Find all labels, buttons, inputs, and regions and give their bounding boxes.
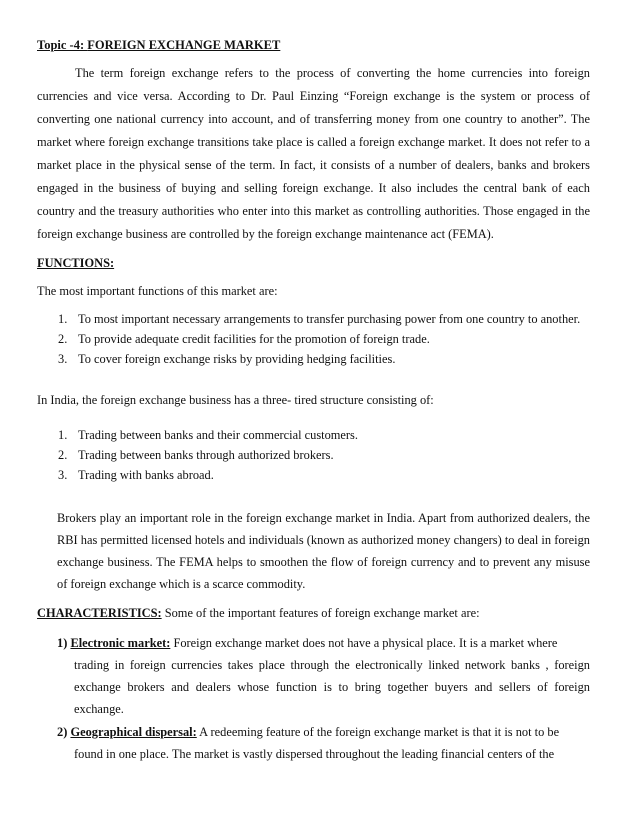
list-item xyxy=(38,329,580,349)
feature-first-line xyxy=(57,632,590,654)
list-item xyxy=(38,349,580,369)
feature-electronic-market xyxy=(57,632,590,720)
list-item xyxy=(38,445,358,465)
feature-name: Electronic market: xyxy=(70,636,171,650)
feature-number: 1) xyxy=(57,636,68,650)
list-text: Trading between banks and their commercial customers. xyxy=(78,428,358,442)
functions-heading: FUNCTIONS: xyxy=(37,256,115,270)
feature-name: Geographical dispersal: xyxy=(70,725,197,739)
functions-list xyxy=(38,309,580,369)
list-text: To cover foreign exchange risks by providing hedging facilities. xyxy=(78,352,396,366)
list-item xyxy=(38,309,580,329)
list-number: 2. xyxy=(58,448,68,462)
topic-heading xyxy=(37,38,280,53)
feature-first-line xyxy=(57,721,590,743)
list-text: Trading with banks abroad. xyxy=(78,468,214,482)
list-number: 1. xyxy=(58,312,68,326)
brokers-paragraph: Brokers play an important role in the foreign exchange market in India. Apart from authorized dealers, the RBI has permitted licensed hotels and individuals (known as authorized money changers) to deal in foreign exchange business. The FEMA helps to smoothen the flow of foreign currency and to prevent any misuse of foreign exchange which is a scarce commodity. xyxy=(57,511,590,591)
list-number: 3. xyxy=(58,352,68,366)
topic-prefix: Topic -4: xyxy=(37,38,88,52)
structure-list xyxy=(38,425,358,485)
list-text: To most important necessary arrangements to transfer purchasing power from one country to another. xyxy=(78,312,581,326)
feature-first-text: Foreign exchange market does not have a physical place. It is a market where xyxy=(170,636,558,650)
list-text: To provide adequate credit facilities for the promotion of foreign trade. xyxy=(78,332,430,346)
list-number: 3. xyxy=(58,468,68,482)
list-text: Trading between banks through authorized brokers. xyxy=(78,448,334,462)
feature-first-text: A redeeming feature of the foreign exchange market is that it is not to be xyxy=(196,725,560,739)
topic-title: FOREIGN EXCHANGE MARKET xyxy=(87,38,281,52)
characteristics-heading: CHARACTERISTICS: xyxy=(37,606,162,620)
list-item xyxy=(38,425,358,445)
feature-geographical-dispersal xyxy=(57,721,590,765)
intro-paragraph: The term foreign exchange refers to the process of converting the home currencies into foreign currencies and vice versa. According to Dr. Paul Einzing “Foreign exchange is the system or process of converting one national currency into account, and of transferring money from one country to another”. The market where foreign exchange transitions take place is called a foreign exchange market. It does not refer to a market place in the physical sense of the term. In fact, it consists of a number of dealers, banks and brokers engaged in the business of buying and selling foreign exchange. It also includes the central bank of each country and the treasury authorities who enter into this market as controlling authorities. Those engaged in the foreign exchange business are controlled by the foreign exchange maintenance act (FEMA). xyxy=(37,66,590,241)
list-number: 1. xyxy=(58,428,68,442)
list-item xyxy=(38,465,358,485)
functions-lead: The most important functions of this market are: xyxy=(37,284,278,298)
feature-continuation: found in one place. The market is vastly dispersed throughout the leading financial centers of the xyxy=(74,747,555,761)
structure-lead: In India, the foreign exchange business has a three- tired structure consisting of: xyxy=(37,393,434,407)
feature-continuation: trading in foreign currencies takes place through the electronically linked network banks , foreign exchange brokers and dealers whose function is to bring together buyers and sellers of foreign exchange. xyxy=(74,658,590,716)
characteristics-heading-line xyxy=(37,606,480,621)
list-number: 2. xyxy=(58,332,68,346)
characteristics-lead: Some of the important features of foreign exchange market are: xyxy=(161,606,480,620)
feature-number: 2) xyxy=(57,725,68,739)
